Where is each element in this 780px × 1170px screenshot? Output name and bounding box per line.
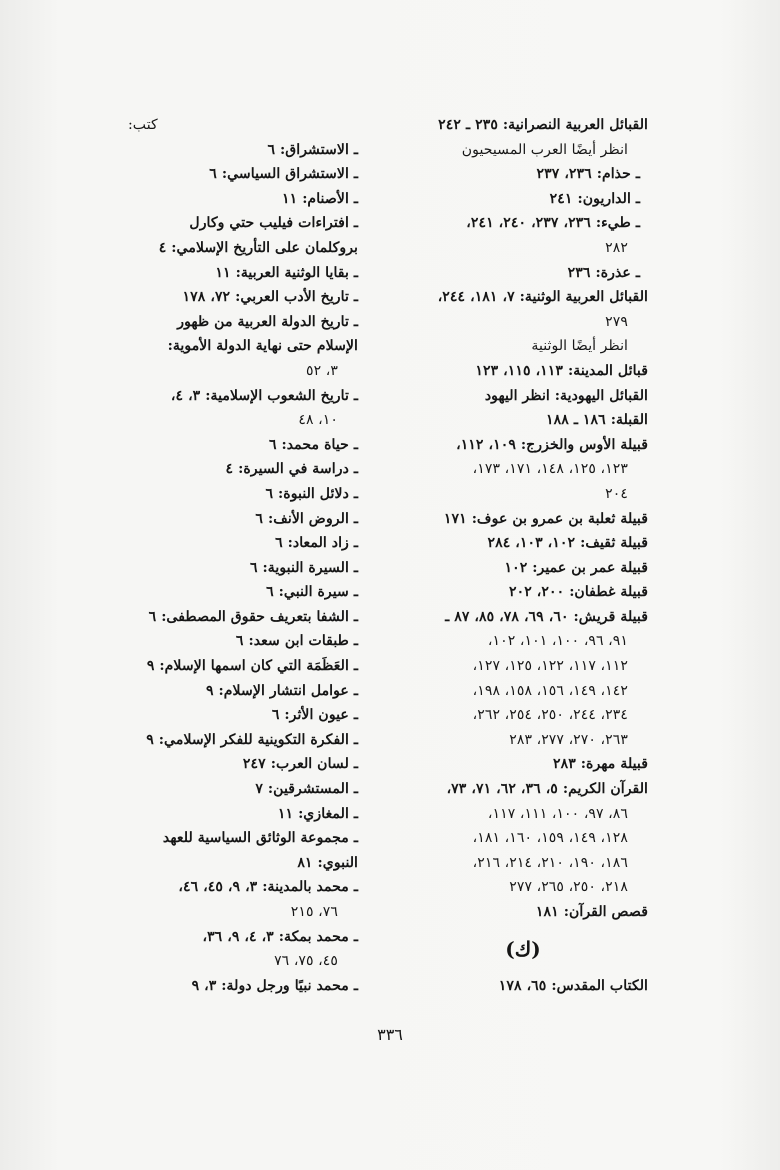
index-entry: ـ العَظَمَة التي كان اسمها الإسلام: ٩ bbox=[146, 658, 358, 675]
index-entry: ـ طبقات ابن سعد: ٦ bbox=[235, 633, 358, 650]
index-heading: كتب: bbox=[128, 117, 158, 133]
index-entry-continuation: بروكلمان على التأريخ الإسلامي: ٤ bbox=[158, 239, 358, 256]
index-entry-continuation: ٧٦، ٢١٥ bbox=[290, 904, 338, 920]
index-entry: الكتاب المقدس: ٦٥، ١٧٨ bbox=[498, 977, 648, 994]
index-entry: ـ بقايا الوثنية العربية: ١١ bbox=[215, 264, 358, 281]
index-entry: ـ محمد نبيًا ورجل دولة: ٣، ٩ bbox=[191, 977, 358, 994]
index-entry-continuation: انظر أيضًا العرب المسيحيون bbox=[461, 141, 628, 158]
index-entry-continuation: الإسلام حتى نهاية الدولة الأموية: bbox=[167, 338, 358, 355]
index-entry: ـ افتراءات فيليب حتي وكارل bbox=[189, 215, 358, 232]
index-entry-continuation: ١٠، ٤٨ bbox=[298, 412, 338, 429]
index-entry: ـ المغازي: ١١ bbox=[277, 805, 358, 822]
index-entry: قصص القرآن: ١٨١ bbox=[535, 904, 648, 920]
index-entry: ـ دلائل النبوة: ٦ bbox=[265, 485, 358, 502]
index-entry-continuation: ٢١٨، ٢٥٠، ٢٦٥، ٢٧٧ bbox=[509, 879, 628, 896]
index-entry-continuation: ١٨٦، ١٩٠، ٢١٠، ٢١٤، ٢١٦، bbox=[472, 854, 628, 871]
index-entry-continuation: ١١٢، ١١٧، ١٢٢، ١٢٥، ١٢٧، bbox=[472, 658, 628, 675]
index-entry: ـ محمد بمكة: ٣، ٤، ٩، ٣٦، bbox=[202, 928, 358, 945]
index-entry: ـ محمد بالمدينة: ٣، ٩، ٤٥، ٤٦، bbox=[178, 879, 358, 896]
index-entry-continuation: القبائل اليهودية: انظر اليهود bbox=[484, 387, 648, 404]
index-entry: ـ حياة محمد: ٦ bbox=[268, 436, 358, 453]
index-subentry: ـ حذام: ٢٣٦، ٢٣٧ bbox=[536, 166, 640, 183]
index-entry: قبيلة الأوس والخزرج: ١٠٩، ١١٢، bbox=[456, 436, 648, 453]
index-entry: ـ المستشرقين: ٧ bbox=[255, 781, 358, 798]
index-entry-continuation: النبوي: ٨١ bbox=[297, 854, 358, 871]
index-subentry: ـ الداريون: ٢٤١ bbox=[549, 190, 640, 207]
index-entry: ـ دراسة في السيرة: ٤ bbox=[225, 461, 358, 478]
index-entry: ـ زاد المعاد: ٦ bbox=[275, 535, 358, 552]
index-column-right bbox=[398, 113, 648, 998]
index-entry-continuation: ١٤٢، ١٤٩، ١٥٦، ١٥٨، ١٩٨، bbox=[472, 682, 628, 699]
index-entry: ـ الاستشراق: ٦ bbox=[267, 141, 358, 158]
index-entry: قبيلة ثعلبة بن عمرو بن عوف: ١٧١ bbox=[443, 510, 648, 527]
index-entry: قبيلة ثقيف: ١٠٢، ١٠٣، ٢٨٤ bbox=[487, 535, 648, 552]
index-entry-continuation: ٤٥، ٧٥، ٧٦ bbox=[274, 953, 338, 970]
index-column-left bbox=[126, 113, 358, 998]
page-number: ٣٣٦ bbox=[377, 1025, 403, 1044]
index-entry: قبائل المدينة: ١١٣، ١١٥، ١٢٣ bbox=[475, 362, 648, 379]
index-entry-continuation: ٢٨٢ bbox=[605, 239, 628, 256]
index-entry-continuation: انظر أيضًا الوثنية bbox=[531, 338, 628, 355]
index-entry: ـ مجموعة الوثائق السياسية للعهد bbox=[162, 830, 358, 847]
index-subentry: ـ عذرة: ٢٣٦ bbox=[567, 264, 640, 281]
index-entry: قبيلة غطفان: ٢٠٠، ٢٠٢ bbox=[508, 584, 648, 601]
index-entry: القبائل العربية النصرانية: ٢٣٥ ـ ٢٤٢ bbox=[438, 117, 648, 133]
index-entry: القرآن الكريم: ٥، ٣٦، ٦٢، ٧١، ٧٣، bbox=[446, 781, 648, 798]
index-entry: قبيلة مهرة: ٢٨٣ bbox=[552, 756, 648, 773]
index-entry: ـ تاريخ الدولة العربية من ظهور bbox=[177, 313, 358, 330]
section-letter-heading: (ك) bbox=[505, 936, 541, 961]
index-entry-continuation: ٩١، ٩٦، ١٠٠، ١٠١، ١٠٢، bbox=[487, 633, 628, 650]
index-entry: قبيلة عمر بن عمير: ١٠٢ bbox=[504, 559, 648, 576]
index-entry: ـ تاريخ الشعوب الإسلامية: ٣، ٤، bbox=[170, 387, 358, 404]
index-entry: ـ الشفا بتعريف حقوق المصطفى: ٦ bbox=[148, 608, 358, 625]
index-entry: القبائل العربية الوثنية: ٧، ١٨١، ٢٤٤، bbox=[437, 289, 648, 306]
index-entry: ـ عيون الأثر: ٦ bbox=[271, 707, 358, 724]
index-entry: ـ الروض الأنف: ٦ bbox=[255, 510, 358, 527]
index-entry: ـ الأصنام: ١١ bbox=[282, 190, 358, 207]
index-entry: ـ تاريخ الأدب العربي: ٧٢، ١٧٨ bbox=[182, 289, 358, 306]
index-entry-continuation: ١٢٣، ١٢٥، ١٤٨، ١٧١، ١٧٣، bbox=[472, 461, 628, 478]
index-entry-continuation: ١٢٨، ١٤٩، ١٥٩، ١٦٠، ١٨١، bbox=[472, 830, 628, 847]
index-entry-continuation: ٢٧٩ bbox=[605, 313, 628, 330]
index-entry-continuation: ٢٠٤ bbox=[605, 485, 628, 502]
index-entry: ـ الاستشراق السياسي: ٦ bbox=[209, 166, 358, 183]
index-entry-continuation: ٢٣٤، ٢٤٤، ٢٥٠، ٢٥٤، ٢٦٢، bbox=[472, 707, 628, 724]
index-entry: ـ عوامل انتشار الإسلام: ٩ bbox=[205, 682, 358, 699]
index-entry: ـ السيرة النبوية: ٦ bbox=[249, 559, 358, 576]
index-entry-continuation: ٣، ٥٢ bbox=[306, 362, 338, 379]
index-entry: ـ الفكرة التكوينية للفكر الإسلامي: ٩ bbox=[146, 731, 358, 748]
index-entry: قبيلة قريش: ٦٠، ٦٩، ٧٨، ٨٥، ٨٧ ـ bbox=[445, 608, 648, 625]
index-subentry: ـ طيء: ٢٣٦، ٢٣٧، ٢٤٠، ٢٤١، bbox=[466, 215, 640, 232]
index-entry: ـ لسان العرب: ٢٤٧ bbox=[242, 756, 358, 773]
index-entry-continuation: ٢٦٣، ٢٧٠، ٢٧٧، ٢٨٣ bbox=[509, 731, 628, 748]
index-entry: ـ سيرة النبي: ٦ bbox=[266, 584, 358, 601]
index-entry: القبلة: ١٨٦ ـ ١٨٨ bbox=[546, 412, 648, 429]
index-entry-continuation: ٨٦، ٩٧، ١٠٠، ١١١، ١١٧، bbox=[487, 805, 628, 822]
